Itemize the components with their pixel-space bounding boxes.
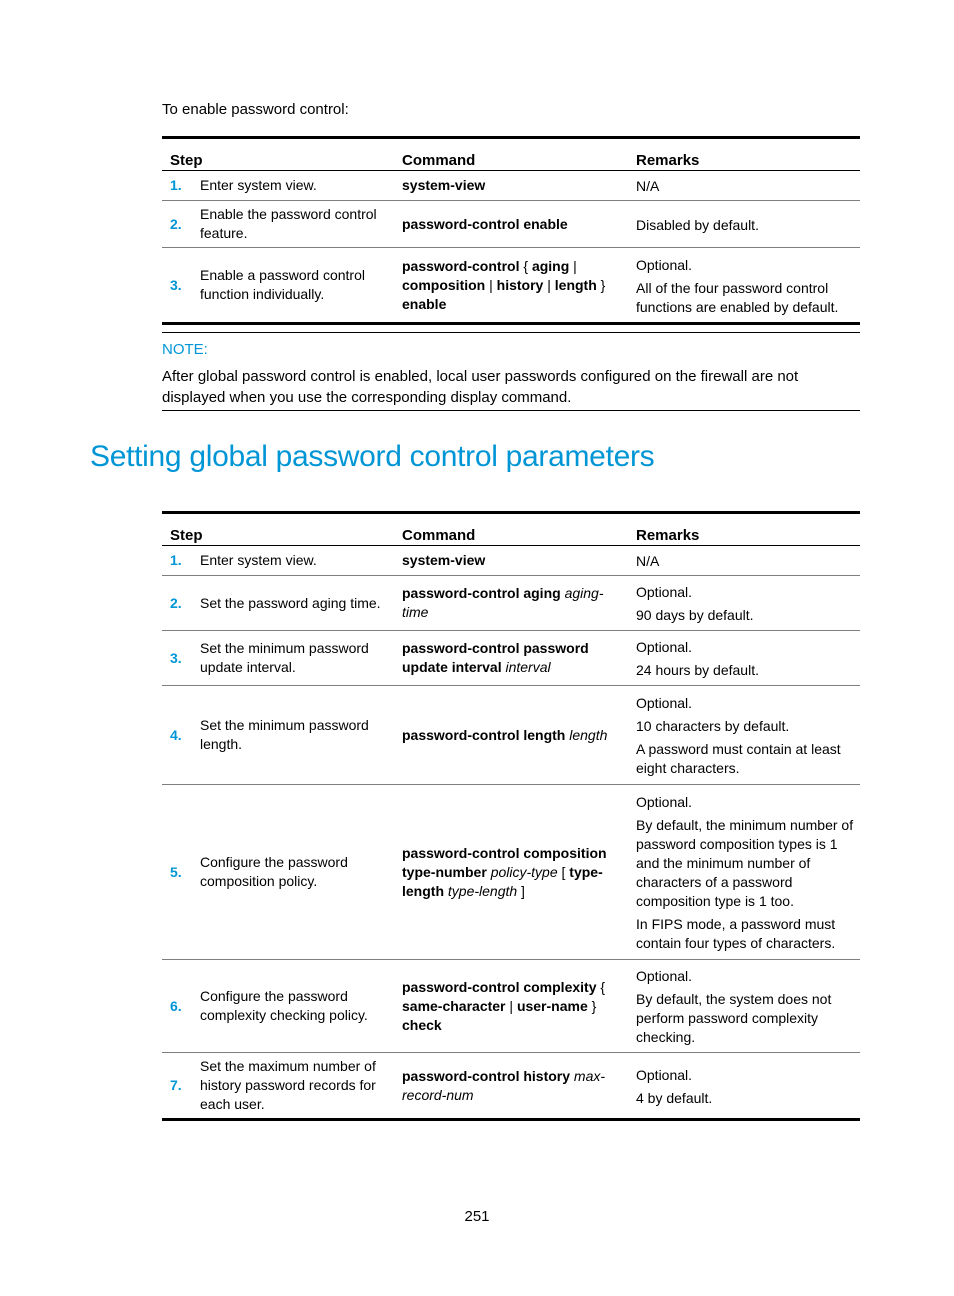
header-remarks: Remarks	[628, 513, 860, 546]
remark-text: Optional.	[636, 256, 693, 273]
command-argument: length	[569, 726, 608, 743]
header-remarks: Remarks	[628, 138, 860, 171]
step-cell	[162, 1053, 394, 1120]
remark-text: Optional.	[636, 584, 693, 600]
command-syntax: }	[587, 997, 597, 1014]
command-syntax: {	[519, 257, 532, 274]
command-keyword: password-control complexity	[402, 978, 597, 995]
header-step: Step	[162, 138, 394, 171]
remark-text: N/A	[636, 553, 660, 569]
command-cell	[394, 201, 628, 248]
remarks-cell	[628, 576, 860, 631]
note-label: NOTE:	[162, 341, 208, 358]
step-description: Enter system view.	[200, 177, 317, 193]
command-cell	[394, 631, 628, 686]
step-number: 1.	[170, 177, 182, 193]
remarks-cell	[628, 546, 860, 576]
enable-password-control-table	[162, 136, 860, 325]
command-keyword: password-control history	[402, 1067, 574, 1084]
table-row	[162, 546, 860, 576]
step-description: Configure the password composition policy.	[200, 854, 348, 889]
command-argument: aging-time	[402, 585, 604, 620]
remarks-cell	[628, 201, 860, 248]
step-description: Enable the password control feature.	[200, 206, 377, 241]
table-row	[162, 960, 860, 1053]
remark-text: By default, the minimum number of password composition types is 1 and the minimum number of characters of a password composition type is 1 too.	[636, 817, 854, 909]
command-keyword: system-view	[402, 552, 486, 568]
remark-text: Optional.	[636, 1066, 693, 1083]
step-cell	[162, 248, 394, 324]
step-description: Enter system view.	[200, 552, 317, 568]
remarks-cell	[628, 248, 860, 324]
command-argument: type-length	[447, 882, 518, 899]
note-text: After global password control is enabled, local user passwords configured on the firewall are not displayed when you use the corresponding display command.	[162, 368, 799, 406]
step-cell	[162, 686, 394, 785]
command-keyword: type-length	[402, 863, 603, 899]
command-cell	[394, 686, 628, 785]
command-keyword: history	[496, 276, 544, 293]
intro-text: To enable password control:	[162, 101, 349, 118]
command-syntax: |	[505, 997, 517, 1014]
step-cell	[162, 546, 394, 576]
remark-text: Optional.	[636, 695, 693, 711]
command-syntax: |	[543, 276, 555, 293]
command-keyword: password-control composition type-number	[402, 844, 607, 880]
step-cell	[162, 785, 394, 960]
table-row	[162, 576, 860, 631]
command-keyword: system-view	[402, 177, 486, 193]
command-cell	[394, 171, 628, 201]
table-row	[162, 1053, 860, 1120]
command-cell	[394, 1053, 628, 1120]
table-header-row	[162, 138, 860, 171]
command-keyword: length	[554, 276, 597, 293]
command-keyword: enable	[402, 295, 447, 312]
global-parameters-table	[162, 511, 860, 1121]
remarks-cell	[628, 1053, 860, 1120]
step-cell	[162, 576, 394, 631]
command-syntax: {	[596, 978, 606, 995]
remark-text: By default, the system does not perform password complexity checking.	[636, 991, 832, 1045]
command-keyword: password-control enable	[402, 215, 568, 232]
header-command: Command	[394, 513, 628, 546]
remark-text: 4 by default.	[636, 1089, 713, 1106]
header-command: Command	[394, 138, 628, 171]
step-description: Enable a password control function individually.	[200, 267, 365, 302]
step-number: 2.	[170, 215, 182, 232]
remarks-cell	[628, 631, 860, 686]
command-keyword: aging	[531, 257, 570, 274]
command-keyword: password-control length	[402, 726, 570, 743]
command-cell	[394, 576, 628, 631]
remark-text: 90 days by default.	[636, 607, 754, 623]
step-number: 1.	[170, 552, 182, 568]
command-cell	[394, 960, 628, 1053]
command-argument: policy-type	[490, 863, 558, 880]
command-cell	[394, 785, 628, 960]
step-number: 4.	[170, 726, 182, 743]
command-cell	[394, 546, 628, 576]
table-header-row	[162, 513, 860, 546]
remarks-cell	[628, 960, 860, 1053]
remark-text: Optional.	[636, 794, 693, 810]
command-keyword: password-control	[402, 257, 520, 274]
step-number: 6.	[170, 997, 182, 1014]
step-cell	[162, 960, 394, 1053]
step-number: 5.	[170, 863, 182, 880]
remark-text: Disabled by default.	[636, 216, 759, 233]
step-description: Set the maximum number of history password records for each user.	[200, 1058, 376, 1112]
step-number: 3.	[170, 276, 182, 293]
step-cell	[162, 631, 394, 686]
section-heading: Setting global password control parameters	[90, 440, 655, 473]
command-syntax: }	[596, 276, 606, 293]
remarks-cell	[628, 785, 860, 960]
command-syntax: |	[569, 257, 577, 274]
command-syntax: [	[557, 863, 570, 880]
step-description: Set the password aging time.	[200, 594, 381, 611]
table-row	[162, 785, 860, 960]
remark-text: In FIPS mode, a password must contain four types of characters.	[636, 916, 836, 951]
remarks-cell	[628, 686, 860, 785]
page-number: 251	[464, 1208, 490, 1225]
remark-text: 24 hours by default.	[636, 662, 759, 678]
header-step: Step	[162, 513, 394, 546]
command-cell	[394, 248, 628, 324]
command-keyword: same-character	[402, 997, 506, 1014]
table-row	[162, 171, 860, 201]
step-cell	[162, 171, 394, 201]
command-keyword: password-control aging	[402, 585, 565, 601]
remark-text: 10 characters by default.	[636, 718, 790, 734]
command-argument: interval	[505, 659, 551, 675]
step-number: 3.	[170, 649, 182, 666]
command-syntax: ]	[517, 882, 525, 899]
step-description: Set the minimum password length.	[200, 717, 369, 752]
remarks-cell	[628, 171, 860, 201]
table-row	[162, 686, 860, 785]
command-argument: max-record-num	[402, 1067, 606, 1103]
step-number: 2.	[170, 594, 182, 611]
remark-text: All of the four password control functions are enabled by default.	[636, 279, 839, 315]
step-description: Set the minimum password update interval.	[200, 640, 369, 675]
command-keyword: check	[402, 1016, 442, 1033]
command-syntax: |	[485, 276, 497, 293]
table-row	[162, 248, 860, 324]
step-description: Configure the password complexity checking policy.	[200, 988, 368, 1023]
remark-text: Optional.	[636, 968, 693, 984]
step-number: 7.	[170, 1077, 182, 1093]
note-box	[162, 332, 860, 411]
remark-text: N/A	[636, 178, 660, 194]
command-keyword: password-control password update interval	[402, 640, 589, 675]
table-row	[162, 201, 860, 248]
table-row	[162, 631, 860, 686]
command-keyword: composition	[402, 276, 486, 293]
remark-text: A password must contain at least eight characters.	[636, 741, 841, 776]
remark-text: Optional.	[636, 639, 693, 655]
step-cell	[162, 201, 394, 248]
command-keyword: user-name	[516, 997, 588, 1014]
